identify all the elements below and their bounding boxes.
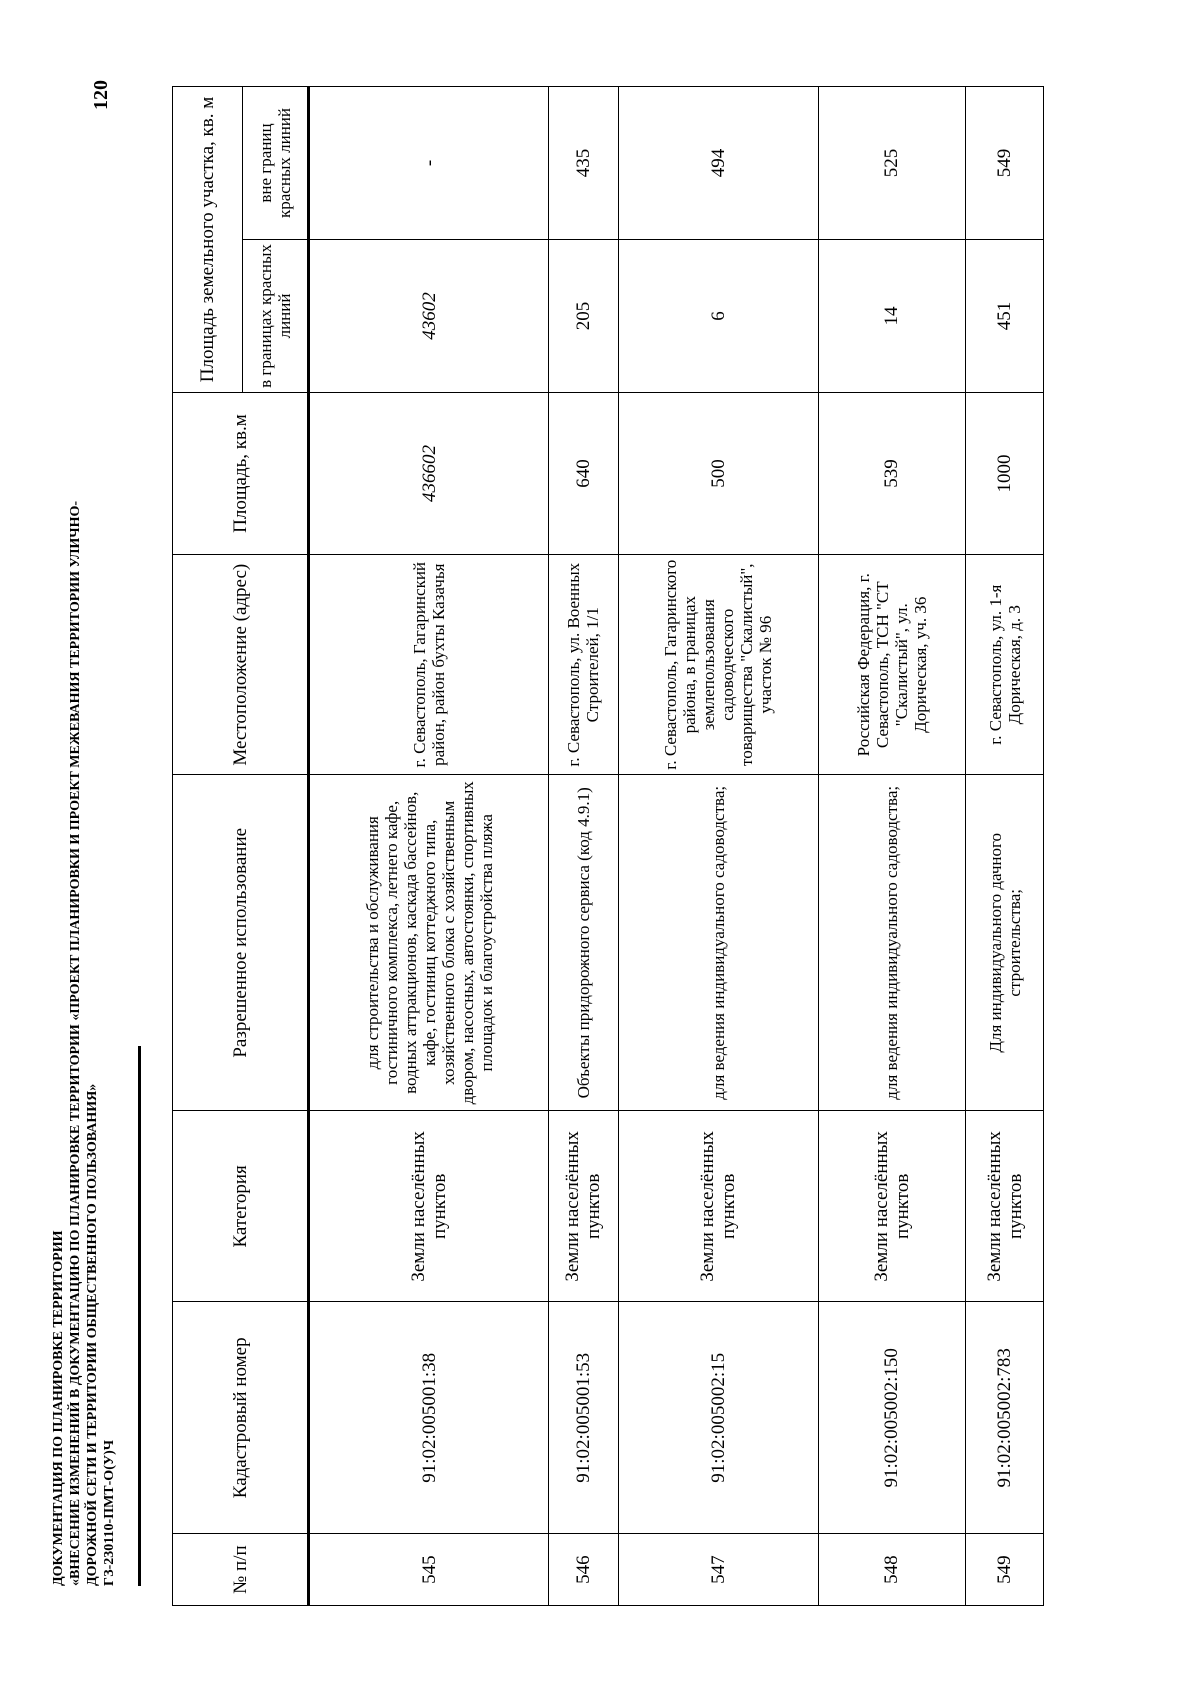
cell-num: 545 (309, 1534, 549, 1606)
cell-inside: 6 (618, 240, 818, 393)
header-use: Разрешенное использование (173, 775, 309, 1111)
cell-num: 549 (966, 1534, 1044, 1606)
cell-category: Земли населённых пунктов (818, 1111, 965, 1302)
cell-location: г. Севастополь, ул. Военных Строителей, 1/1 (549, 555, 618, 775)
cell-location: г. Севастополь, Гагаринский район, район бухты Казачья (309, 555, 549, 775)
cell-inside: 205 (549, 240, 618, 393)
header-inside: в границах красных линий (243, 240, 309, 393)
cell-outside: 525 (818, 87, 965, 240)
cell-cadastral: 91:02:005001:53 (549, 1302, 618, 1534)
cell-outside: 435 (549, 87, 618, 240)
header-location: Местоположение (адрес) (173, 555, 309, 775)
cell-use: для строительства и обслуживания гостиничного комплекса, летнего кафе, водных аттракционов, каскада бассейнов, кафе, гостиниц коттеджного типа, хозяйственного блока с хозяйственным двором, насосных, автостоянки, спортивных площадок и благоустройства пляжа (309, 775, 549, 1111)
cell-category: Земли населённых пунктов (309, 1111, 549, 1302)
table-row (818, 87, 965, 1606)
cell-cadastral: 91:02:005002:783 (966, 1302, 1044, 1534)
header-plot-area-group: Площадь земельного участка, кв. м (173, 87, 243, 393)
cell-area: 539 (818, 392, 965, 554)
cell-cadastral: 91:02:005002:15 (618, 1302, 818, 1534)
document-header (50, 386, 118, 1586)
cell-outside: - (309, 87, 549, 240)
cell-inside: 14 (818, 240, 965, 393)
page-number: 120 (90, 80, 112, 110)
cell-area: 500 (618, 392, 818, 554)
header-line-3: ДОРОЖНОЙ СЕТИ И ТЕРРИТОРИИ ОБЩЕСТВЕННОГО ПОЛЬЗОВАНИЯ» (85, 1083, 100, 1586)
header-outside: вне границ красных линий (243, 87, 309, 240)
cell-use: Объекты придорожного сервиса (код 4.9.1) (549, 775, 618, 1111)
cell-inside: 43602 (309, 240, 549, 393)
cell-outside: 549 (966, 87, 1044, 240)
cell-num: 546 (549, 1534, 618, 1606)
cell-use: Для индивидуального дачного строительства; (966, 775, 1044, 1111)
cell-use: для ведения индивидуального садоводства; (818, 775, 965, 1111)
cell-cadastral: 91:02:005002:150 (818, 1302, 965, 1534)
header-cadastral: Кадастровый номер (173, 1302, 309, 1534)
header-line-4: ГЗ-230110-ПМТ-О(У)Ч (102, 1439, 117, 1586)
header-area: Площадь, кв.м (173, 392, 309, 554)
land-plots-table (172, 86, 1044, 1606)
table-row (309, 87, 549, 1606)
cell-area: 640 (549, 392, 618, 554)
cell-area: 436602 (309, 392, 549, 554)
header-num: № п/п (173, 1534, 309, 1606)
cell-category: Земли населённых пунктов (549, 1111, 618, 1302)
header-line-2: «ВНЕСЕНИЕ ИЗМЕНЕНИЙ В ДОКУМЕНТАЦИЮ ПО ПЛАНИРОВКЕ ТЕРРИТОРИИ «ПРОЕКТ ПЛАНИРОВКИ И ПРОЕКТ МЕЖЕВАНИЯ ТЕРРИТОРИИ УЛИЧНО- (68, 500, 83, 1586)
cell-num: 547 (618, 1534, 818, 1606)
cell-category: Земли населённых пунктов (966, 1111, 1044, 1302)
cell-location: г. Севастополь, Гагаринского района, в границах землепользования садоводческого товарищества "Скалистый", участок № 96 (618, 555, 818, 775)
header-rule (138, 1046, 141, 1586)
table-row (549, 87, 618, 1606)
cell-cadastral: 91:02:005001:38 (309, 1302, 549, 1534)
cell-use: для ведения индивидуального садоводства; (618, 775, 818, 1111)
table-row (966, 87, 1044, 1606)
header-line-1: ДОКУМЕНТАЦИЯ ПО ПЛАНИРОВКЕ ТЕРРИТОРИИ (51, 1230, 66, 1586)
cell-category: Земли населённых пунктов (618, 1111, 818, 1302)
cell-location: г. Севастополь, ул. 1-я Дорическая, д. 3 (966, 555, 1044, 775)
cell-area: 1000 (966, 392, 1044, 554)
cell-num: 548 (818, 1534, 965, 1606)
cell-location: Российская Федерация, г. Севастополь, ТСН "СТ "Скалистый", ул. Дорическая, уч. 36 (818, 555, 965, 775)
cell-inside: 451 (966, 240, 1044, 393)
header-category: Категория (173, 1111, 309, 1302)
table-row (618, 87, 818, 1606)
cell-outside: 494 (618, 87, 818, 240)
